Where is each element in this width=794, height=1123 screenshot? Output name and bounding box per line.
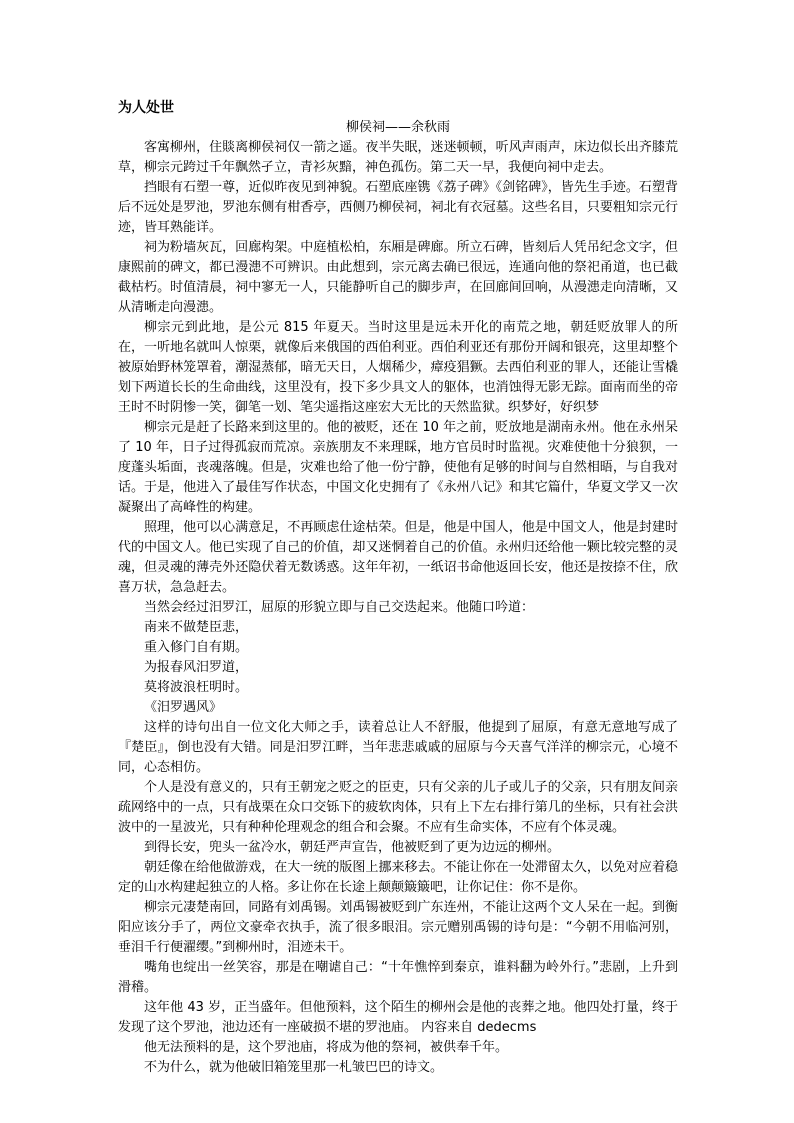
paragraph: 客寓柳州，住賧离柳侯祠仅一箭之遥。夜半失眠，迷迷顿顿，听风声雨声，床边似长出齐膝荒草，柳宗元跨过千年飘然孑立，青衫灰黯，神色孤伤。第二天一早，我便向祠中走去。 — [118, 140, 678, 175]
poem-title: 《汨罗遇风》 — [144, 700, 223, 715]
paragraph: 柳宗元是赶了长路来到这里的。他的被贬，还在 10 年之前，贬放地是湖南永州。他在永州呆了 10 年，日子过得孤寂而荒凉。亲族朋友不来理睬，地方官员时时监视。灾难使他十分狼狈，一度蓬头垢面，丧魂落魄。但是，灾难也给了他一份宁静，使他有足够的时间与自然相晤，与自我对话。于是，他进入了最佳写作状态，中国文化史拥有了《永州八记》和其它篇什，华夏文学又一次凝聚出了高峰性的构建。 — [118, 420, 678, 515]
paragraph: 这年他 43 岁，正当盛年。但他预料，这个陌生的柳州会是他的丧葬之地。他四处打量，终于发现了这个罗池，池边还有一座破损不堪的罗池庙。 内容来自 dedecms — [118, 1000, 678, 1035]
paragraph: 他无法预料的是，这个罗池庙，将成为他的祭祠，被供奉千年。 — [144, 1040, 509, 1055]
paragraph: 个人是没有意义的，只有王朝宠之贬之的臣吏，只有父亲的儿子或儿子的父亲，只有朋友间亲疏网络中的一点，只有战栗在众口交铄下的疲软肉体，只有上下左右排行第几的坐标，只有社会洪波中的一星波光，只有种种伦理观念的组合和会聚。不应有生命实体，不应有个体灵魂。 — [118, 780, 678, 835]
paragraph: 挡眼有石塑一尊，近似昨夜见到神貌。石塑底座镌《荔子碑》《剑铭碑》，皆先生手迹。石塑背后不远处是罗池，罗池东侧有柑香亭，西侧乃柳侯祠，祠北有衣冠墓。这些名目，只要粗知宗元行迹，皆耳熟能详。 — [118, 180, 678, 235]
poem-line: 为报春风汨罗道， — [144, 660, 249, 675]
poem-line: 重入修门自有期。 — [144, 640, 249, 655]
article-title: 柳侯祠——余秋雨 — [345, 120, 450, 135]
poem-line: 莫将波浪枉明时。 — [144, 680, 249, 695]
paragraph: 到得长安，兜头一盆冷水，朝廷严声宣告，他被贬到了更为边远的柳州。 — [144, 840, 561, 855]
document-page — [118, 98, 678, 1078]
paragraph: 这样的诗句出自一位文化大师之手，读着总让人不舒服，他提到了屈原，有意无意地写成了『楚臣』，倒也没有大错。同是汨罗江畔，当年悲悲戚戚的屈原与今天喜气洋洋的柳宗元，心境不同，心态相仿。 — [118, 720, 678, 775]
paragraph: 照理，他可以心满意足，不再顾虑仕途枯荣。但是，他是中国人，他是中国文人，他是封建时代的中国文人。他已实现了自己的价值，却又迷惘着自己的价值。永州归还给他一颗比较完整的灵魂，但灵魂的薄壳外还隐伏着无数诱惑。这年年初，一纸诏书命他返回长安，他还是按捺不住，欣喜万状，急急赶去。 — [118, 520, 678, 595]
paragraph: 不为什么，就为他破旧箱笼里那一札皱巴巴的诗文。 — [144, 1060, 444, 1075]
paragraph: 朝廷像在给他做游戏，在大一统的版图上挪来移去。不能让你在一处滞留太久，以免对应着稳定的山水构建起独立的人格。多让你在长途上颠颠簸簸吧，让你记住：你不是你。 — [118, 860, 678, 895]
paragraph: 柳宗元凄楚南回，同路有刘禹锡。刘禹锡被贬到广东连州，不能让这两个文人呆在一起。到衡阳应该分手了，两位文豪牵衣执手，流了很多眼泪。宗元赠别禹锡的诗句是：“今朝不用临河别，垂泪千行便濯缨。”到柳州时，泪迹未干。 — [118, 900, 678, 955]
paragraph: 当然会经过汨罗江，屈原的形貌立即与自己交迭起来。他随口吟道： — [144, 600, 535, 615]
section-heading: 为人处世 — [118, 100, 174, 116]
paragraph: 祠为粉墙灰瓦，回廊构架。中庭植松柏，东厢是碑廊。所立石碑，皆刻后人凭吊纪念文字，但康熙前的碑文，都已漫漶不可辨识。由此想到，宗元离去确已很远，连通向他的祭祀甬道，也已截截枯朽。时值清晨，祠中寥无一人，只能静听自己的脚步声，在回廊间回响，从漫漶走向清晰，又从清晰走向漫漶。 — [118, 240, 678, 315]
paragraph: 柳宗元到此地，是公元 815 年夏天。当时这里是远未开化的南荒之地，朝廷贬放罪人的所在，一听地名就叫人惊栗，就像后来俄国的西伯利亚。西伯利亚还有那份开阔和银亮，这里却整个被原始野林笼罩着，潮湿蒸郁，暗无天日，人烟稀少，瘴疫猖獗。去西伯利亚的罪人，还能让雪橇划下两道长长的生命曲线，这里没有，投下多少具文人的躯体，也消蚀得无影无踪。面南而坐的帝王时不时阴惨一笑，御笔一划、笔尖遥指这座宏大无比的天然监狱。织梦好，好织梦 — [118, 320, 678, 415]
poem-line: 南来不做楚臣悲， — [144, 620, 249, 635]
paragraph: 嘴角也绽出一丝笑容，那是在嘲谑自己：“十年憔悴到秦京，谁料翻为岭外行。”悲剧，上升到滑稽。 — [118, 960, 678, 995]
